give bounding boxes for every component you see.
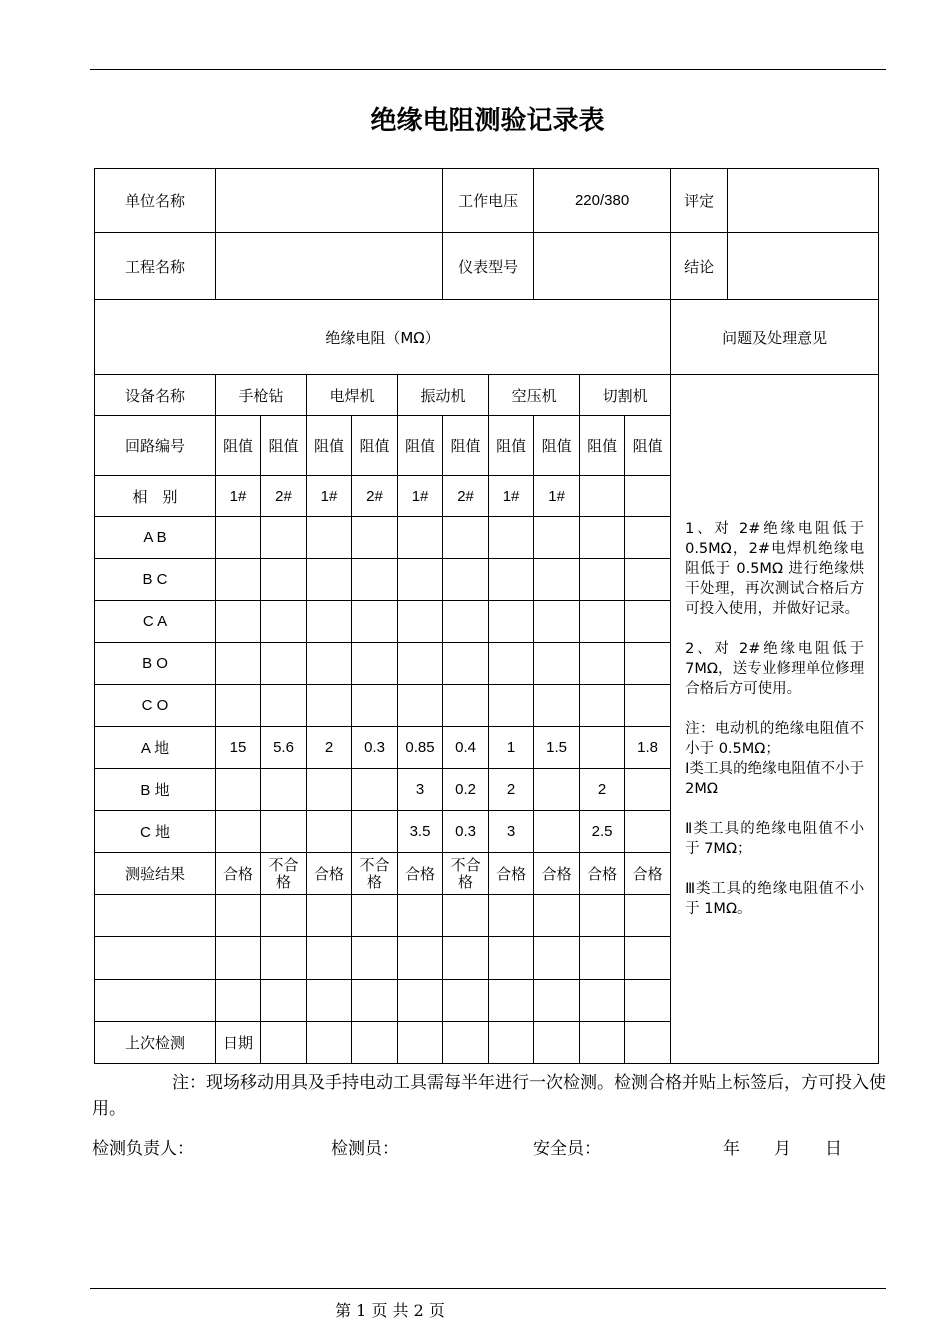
data-cell (307, 769, 352, 811)
data-cell (489, 601, 534, 643)
device-name: 手枪钻 (216, 375, 307, 416)
loop-cell: 阻值 (216, 416, 261, 476)
voltage-value: 220/380 (534, 169, 671, 233)
loop-label: 回路编号 (95, 416, 216, 476)
data-cell (261, 769, 307, 811)
data-cell (580, 517, 625, 559)
phase-cell: 1# (489, 476, 534, 517)
data-cell (261, 517, 307, 559)
data-cell (352, 685, 398, 727)
data-cell (489, 559, 534, 601)
device-name: 电焊机 (307, 375, 398, 416)
data-cell (216, 811, 261, 853)
unit-value (216, 169, 443, 233)
phase-cell (625, 476, 671, 517)
result-cell: 合格 (216, 853, 261, 895)
data-cell (534, 517, 580, 559)
data-cell (625, 811, 671, 853)
result-cell: 合格 (625, 853, 671, 895)
data-cell (625, 559, 671, 601)
unit-label: 单位名称 (95, 169, 216, 233)
result-cell (352, 853, 398, 895)
data-cell (307, 643, 352, 685)
document-title: 绝缘电阻测验记录表 (370, 106, 605, 136)
loop-cell: 阻值 (534, 416, 580, 476)
data-cell (443, 559, 489, 601)
data-cell (534, 643, 580, 685)
last-check-label: 上次检测 (95, 1022, 216, 1064)
device-name: 切割机 (580, 375, 671, 416)
header-row-2 (95, 233, 879, 300)
row-label: C 地 (95, 811, 216, 853)
row-label: C O (95, 685, 216, 727)
loop-cell: 阻值 (489, 416, 534, 476)
result-cell-text: 不合格 (268, 855, 299, 891)
devices-label: 设备名称 (95, 375, 216, 416)
note-3: 注：电动机的绝缘电阻值不小于 0.5MΩ； Ⅰ类工具的绝缘电阻值不小于 2MΩ (685, 721, 865, 797)
data-cell (307, 685, 352, 727)
loop-cell: 阻值 (580, 416, 625, 476)
voltage-label: 工作电压 (443, 169, 534, 233)
data-cell (398, 517, 443, 559)
row-label: B O (95, 643, 216, 685)
data-cell: 1 (489, 727, 534, 769)
data-cell: 3 (398, 769, 443, 811)
row-label: A 地 (95, 727, 216, 769)
data-cell (580, 685, 625, 727)
data-cell (580, 727, 625, 769)
result-label: 测验结果 (95, 853, 216, 895)
data-cell (489, 685, 534, 727)
phase-cell (580, 476, 625, 517)
data-cell (352, 517, 398, 559)
result-cell (261, 853, 307, 895)
note-2: 2、对 2#绝缘电阻低于 7MΩ，送专业修理单位修理合格后方可使用。 (685, 641, 865, 697)
data-cell: 2 (489, 769, 534, 811)
project-value (216, 233, 443, 300)
footnote-text: 注：现场移动用具及手持电动工具需每半年进行一次检测。检测合格并贴上标签后，方可投入使用。 (92, 1073, 886, 1119)
data-cell (216, 769, 261, 811)
data-cell (216, 643, 261, 685)
loop-cell: 阻值 (352, 416, 398, 476)
data-cell: 3.5 (398, 811, 443, 853)
signature-inspector: 检测员： (331, 1139, 399, 1159)
data-cell: 0.2 (443, 769, 489, 811)
signature-responsible: 检测负责人： (92, 1139, 194, 1159)
section-row (95, 300, 879, 375)
data-cell (534, 559, 580, 601)
data-cell (625, 685, 671, 727)
data-cell: 0.3 (352, 727, 398, 769)
project-label: 工程名称 (95, 233, 216, 300)
data-cell (216, 685, 261, 727)
data-cell (398, 685, 443, 727)
data-cell (216, 517, 261, 559)
result-cell: 合格 (398, 853, 443, 895)
loop-cell: 阻值 (625, 416, 671, 476)
opinion-header: 问题及处理意见 (671, 300, 879, 375)
data-cell: 0.3 (443, 811, 489, 853)
data-cell (625, 643, 671, 685)
signature-date: 年 月 日 (723, 1139, 842, 1159)
data-cell: 0.4 (443, 727, 489, 769)
result-cell: 合格 (307, 853, 352, 895)
result-cell (443, 853, 489, 895)
phase-cell: 1# (534, 476, 580, 517)
data-cell (398, 643, 443, 685)
data-cell (307, 811, 352, 853)
data-cell (261, 685, 307, 727)
footnote (92, 1070, 892, 1122)
data-cell (443, 643, 489, 685)
data-cell (307, 517, 352, 559)
data-cell (443, 685, 489, 727)
loop-cell: 阻值 (307, 416, 352, 476)
row-label: C A (95, 601, 216, 643)
data-cell (398, 601, 443, 643)
header-rule (90, 69, 886, 70)
data-cell (307, 601, 352, 643)
data-cell (261, 559, 307, 601)
data-cell (352, 643, 398, 685)
result-cell-text: 不合格 (450, 855, 481, 891)
resistance-header: 绝缘电阻（MΩ） (95, 300, 671, 375)
data-cell (580, 643, 625, 685)
data-cell (261, 643, 307, 685)
data-cell (352, 811, 398, 853)
result-cell: 合格 (489, 853, 534, 895)
phase-cell: 2# (352, 476, 398, 517)
result-cell-text: 不合格 (359, 855, 390, 891)
page-number: 第 1 页 共 2 页 (335, 1301, 445, 1320)
conclusion-label: 结论 (671, 233, 728, 300)
data-cell (580, 559, 625, 601)
data-cell (534, 811, 580, 853)
loop-cell: 阻值 (261, 416, 307, 476)
data-cell (580, 601, 625, 643)
device-name: 振动机 (398, 375, 489, 416)
data-cell (443, 601, 489, 643)
row-label: A B (95, 517, 216, 559)
data-cell: 15 (216, 727, 261, 769)
footer-rule (90, 1288, 886, 1289)
rating-value (728, 169, 879, 233)
phase-cell: 1# (307, 476, 352, 517)
note-5: Ⅲ类工具的绝缘电阻值不小于 1MΩ。 (685, 881, 865, 917)
phase-cell: 2# (261, 476, 307, 517)
result-cell: 合格 (534, 853, 580, 895)
data-cell (534, 685, 580, 727)
data-cell (216, 601, 261, 643)
data-cell: 0.85 (398, 727, 443, 769)
result-cell: 合格 (580, 853, 625, 895)
meter-label: 仪表型号 (443, 233, 534, 300)
data-cell (534, 601, 580, 643)
phase-label: 相 别 (95, 476, 216, 517)
record-table (94, 168, 879, 1064)
data-cell (625, 517, 671, 559)
data-cell (261, 811, 307, 853)
data-cell (261, 601, 307, 643)
opinion-notes (671, 375, 879, 1064)
data-cell: 5.6 (261, 727, 307, 769)
meter-value (534, 233, 671, 300)
data-cell (625, 769, 671, 811)
data-cell: 2 (580, 769, 625, 811)
row-label: B C (95, 559, 216, 601)
phase-cell: 1# (398, 476, 443, 517)
last-check-date-label: 日期 (216, 1022, 261, 1064)
data-cell: 3 (489, 811, 534, 853)
data-cell (489, 643, 534, 685)
data-cell (534, 769, 580, 811)
device-name: 空压机 (489, 375, 580, 416)
data-cell: 2 (307, 727, 352, 769)
signature-safety: 安全员： (533, 1139, 601, 1159)
phase-cell: 2# (443, 476, 489, 517)
data-cell: 1.8 (625, 727, 671, 769)
rating-label: 评定 (671, 169, 728, 233)
row-label: B 地 (95, 769, 216, 811)
header-row-1 (95, 169, 879, 233)
note-1: 1、对 2#绝缘电阻低于 0.5MΩ，2#电焊机绝缘电阻低于 0.5MΩ 进行绝缘烘干处理，再次测试合格后方可投入使用，并做好记录。 (685, 521, 865, 617)
data-cell (352, 559, 398, 601)
phase-cell: 1# (216, 476, 261, 517)
conclusion-value (728, 233, 879, 300)
data-cell (352, 601, 398, 643)
data-cell (489, 517, 534, 559)
loop-cell: 阻值 (443, 416, 489, 476)
data-cell: 2.5 (580, 811, 625, 853)
note-4: Ⅱ类工具的绝缘电阻值不小于 7MΩ； (685, 821, 865, 857)
devices-row (95, 375, 879, 416)
data-cell: 1.5 (534, 727, 580, 769)
data-cell (352, 769, 398, 811)
data-cell (307, 559, 352, 601)
data-cell (625, 601, 671, 643)
data-cell (398, 559, 443, 601)
loop-cell: 阻值 (398, 416, 443, 476)
data-cell (216, 559, 261, 601)
data-cell (443, 517, 489, 559)
